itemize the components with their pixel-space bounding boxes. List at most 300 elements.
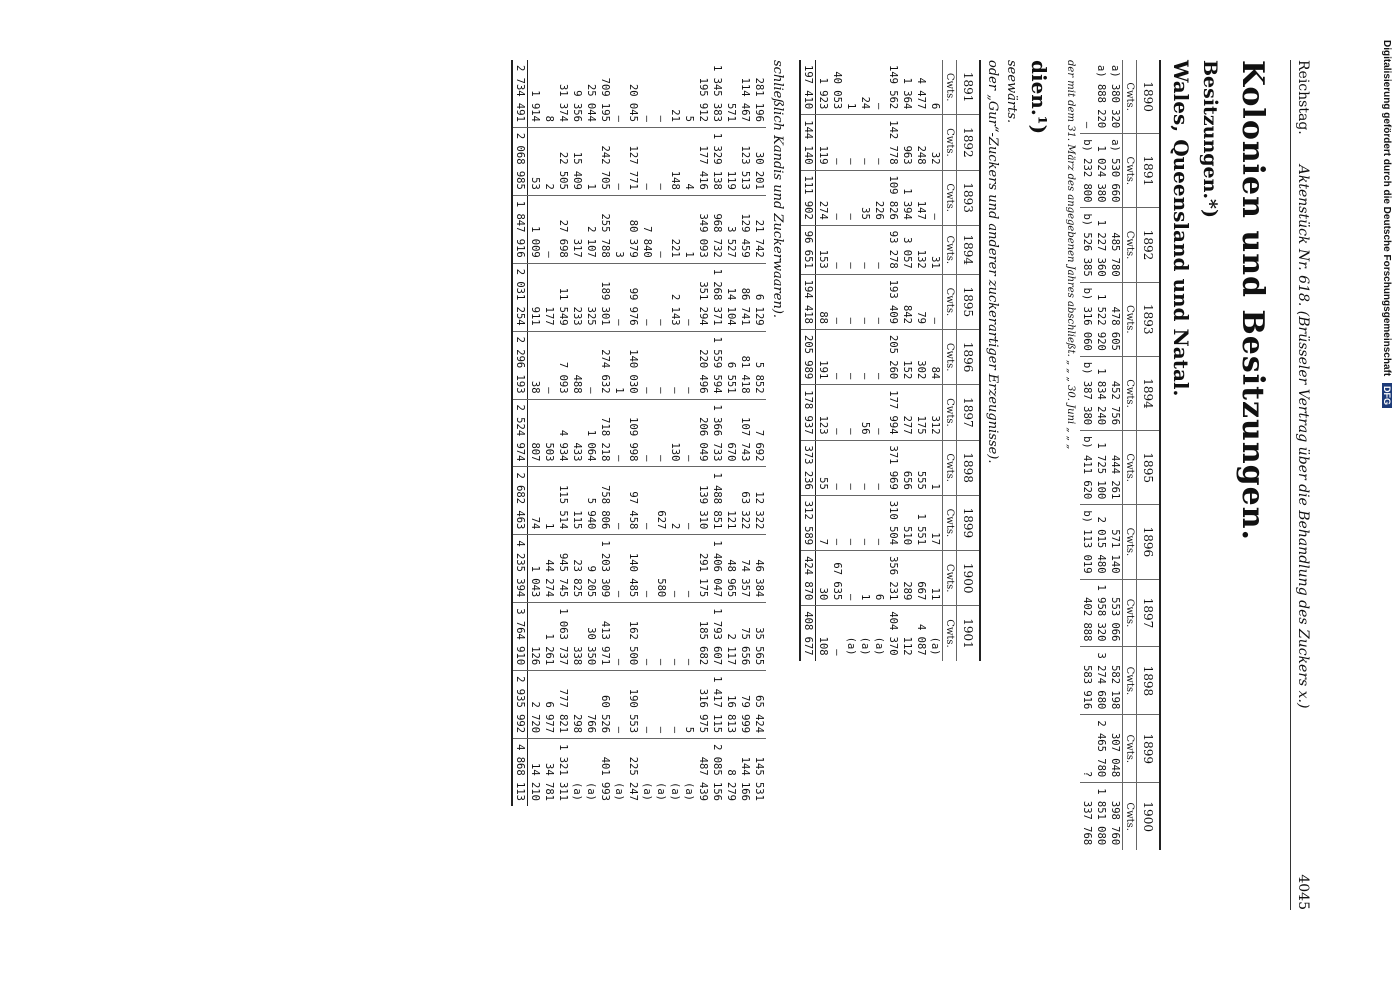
table-cell: — xyxy=(682,603,696,671)
table-cell: 31 xyxy=(928,225,943,274)
table-cell: 67 635 xyxy=(830,551,844,606)
table-cell: 144 166 xyxy=(738,739,752,806)
table-cell: — xyxy=(872,385,886,440)
table-cell: — xyxy=(640,671,654,739)
table-cell: 46 384 xyxy=(752,535,766,603)
table-cell: 220 496 xyxy=(696,331,710,399)
table-cell: (a) xyxy=(584,739,598,806)
table-cell: 119 xyxy=(724,127,738,195)
table-cell: — xyxy=(858,225,872,274)
table-cell: 3 274 680 xyxy=(1094,647,1108,715)
table-cell: 11 xyxy=(928,551,943,606)
table-cell: 5 852 xyxy=(752,331,766,399)
table-cell: 6 977 xyxy=(542,671,556,739)
dfg-logo: DFG xyxy=(1382,383,1392,408)
table-row xyxy=(542,60,556,806)
table-cell: — xyxy=(844,495,858,550)
unit-header-row xyxy=(1123,60,1137,850)
table-cell: 1 xyxy=(845,102,857,110)
table-cell: 310 504 xyxy=(886,495,900,550)
table-cell: 185 682 xyxy=(696,603,710,671)
table-cell: (a) xyxy=(640,739,654,806)
table-cell: 1 xyxy=(928,440,943,495)
table-row xyxy=(830,60,844,661)
year-header-row xyxy=(957,60,981,661)
table-cell: 1 793 607 xyxy=(710,603,724,671)
table-cell: 402 888 xyxy=(1080,579,1094,647)
unit-header: Cwts. xyxy=(943,385,957,440)
table-cell: 281 196 xyxy=(753,77,765,122)
table-row xyxy=(886,60,900,661)
table-cell: 580 xyxy=(654,535,668,603)
table-cell: 4 087 xyxy=(914,606,928,661)
year-header: 1900 xyxy=(957,551,981,606)
table-cell: 162 500 xyxy=(626,603,640,671)
table-cell: 38 xyxy=(528,331,543,399)
table-cell: — xyxy=(640,603,654,671)
table-cell: 255 788 xyxy=(598,195,612,263)
table-cell: 189 301 xyxy=(598,263,612,331)
total-cell: 408 677 xyxy=(800,606,816,661)
total-cell: 4 235 394 xyxy=(512,535,528,603)
table-cell: 4 934 xyxy=(556,399,570,467)
table-cell: 911 xyxy=(528,263,543,331)
table-cell: — xyxy=(654,263,668,331)
table-cell: 177 xyxy=(542,263,556,331)
table-cell: 627 xyxy=(654,467,668,535)
table-cell: 351 294 xyxy=(696,263,710,331)
table-cell: — xyxy=(844,170,858,225)
table-cell: 109 826 xyxy=(886,170,900,225)
unit-header: Cwts. xyxy=(943,495,957,550)
table-cell: b) 411 620 xyxy=(1080,431,1094,505)
table-cell: 298 xyxy=(570,671,584,739)
table-cell: 63 322 xyxy=(738,467,752,535)
unit-header: Cwts. xyxy=(1123,505,1137,579)
table-cell: 404 370 xyxy=(886,606,900,661)
table-cell: 487 439 xyxy=(696,739,710,806)
unit-header: Cwts. xyxy=(1123,60,1137,134)
table-cell: (a) xyxy=(872,606,886,661)
year-header: 1899 xyxy=(1137,715,1161,783)
table-cell: — xyxy=(682,467,696,535)
table-cell: — xyxy=(830,274,844,329)
table-cell: 21 742 xyxy=(752,195,766,263)
table-cell: 121 xyxy=(724,467,738,535)
table-cell: — xyxy=(668,671,682,739)
table-cell: — xyxy=(654,399,668,467)
unit-header: Cwts. xyxy=(943,225,957,274)
table-cell: 142 778 xyxy=(886,115,900,170)
table-row xyxy=(872,60,886,661)
table-cell: — xyxy=(858,115,872,170)
table-cell: 5 xyxy=(682,671,696,739)
table-cell: 80 379 xyxy=(626,195,640,263)
total-cell: 178 937 xyxy=(800,385,816,440)
table-cell: — xyxy=(641,115,653,122)
table-cell: 177 416 xyxy=(696,127,710,195)
table-cell: 20 045 xyxy=(627,83,639,122)
table-cell: 93 278 xyxy=(886,225,900,274)
table-cell: — xyxy=(612,671,626,739)
table-cell: 22 505 xyxy=(556,127,570,195)
table-row xyxy=(710,60,724,806)
table-cell: 242 705 xyxy=(598,127,612,195)
table-cell: 553 066 xyxy=(1108,579,1123,647)
year-header: 1894 xyxy=(1137,356,1161,430)
table-cell: 23 825 xyxy=(570,535,584,603)
table-cell: 21 xyxy=(669,109,681,122)
table-cell: — xyxy=(654,195,668,263)
table-cell: 14 104 xyxy=(724,263,738,331)
unit-header: Cwts. xyxy=(1123,647,1137,715)
year-header-row xyxy=(1137,60,1161,850)
table-cell: 34 781 xyxy=(542,739,556,806)
table-cell: 1 xyxy=(542,467,556,535)
table-cell: (a) xyxy=(668,739,682,806)
table-cell: 807 xyxy=(528,399,543,467)
table-cell: 30 350 xyxy=(584,603,598,671)
table-cell: — xyxy=(830,170,844,225)
table-cell: 2 720 xyxy=(528,671,543,739)
table-cell: 177 994 xyxy=(886,385,900,440)
table-cell: a) 380 320 xyxy=(1109,65,1121,129)
table-cell: 302 xyxy=(914,330,928,385)
table-cell: 115 xyxy=(570,467,584,535)
table-cell: 65 424 xyxy=(752,671,766,739)
unit-header: Cwts. xyxy=(1123,579,1137,647)
section2-line1: seewärts. xyxy=(1004,60,1019,124)
unit-header: Cwts. xyxy=(1123,208,1137,282)
table-cell: 1 261 xyxy=(542,603,556,671)
table-row xyxy=(696,60,710,806)
table-cell: b) 113 019 xyxy=(1080,505,1094,579)
table-cell: 1 xyxy=(584,127,598,195)
table-cell: — xyxy=(844,551,858,606)
unit-header: Cwts. xyxy=(943,170,957,225)
table-cell: 571 xyxy=(725,102,737,122)
table-row xyxy=(752,60,766,806)
table-cell: — xyxy=(612,467,626,535)
table-section1 xyxy=(1080,60,1161,850)
total-row xyxy=(800,60,816,661)
table-cell: 1 551 xyxy=(914,495,928,550)
table-cell: 349 093 xyxy=(696,195,710,263)
year-header: 1898 xyxy=(1137,647,1161,715)
table-cell: 48 965 xyxy=(724,535,738,603)
table-cell: — xyxy=(858,440,872,495)
table-row xyxy=(1108,60,1123,850)
table-cell: 2 xyxy=(668,467,682,535)
table-cell: 1 364 xyxy=(901,77,913,110)
table-cell: 291 175 xyxy=(696,535,710,603)
table-cell: 107 743 xyxy=(738,399,752,467)
table-cell: 74 357 xyxy=(738,535,752,603)
table-cell: 1 851 080 xyxy=(1094,783,1108,850)
table-cell: 8 xyxy=(543,115,555,122)
table-cell: 7 692 xyxy=(752,399,766,467)
table-cell: 4 477 xyxy=(915,77,927,110)
table-cell: 79 999 xyxy=(738,671,752,739)
table-cell: 1 559 594 xyxy=(710,331,724,399)
table-cell: b) 387 380 xyxy=(1080,356,1094,430)
table-cell: — xyxy=(872,274,886,329)
table-cell: 75 656 xyxy=(738,603,752,671)
table-cell: 191 xyxy=(816,330,831,385)
table-cell: 1 009 xyxy=(528,195,543,263)
table-cell: 233 xyxy=(570,263,584,331)
digitization-credit: Digitalisierung gefördert durch die Deutsche Forschungsgemeinschaft xyxy=(1381,40,1392,377)
table-cell: 1 329 138 xyxy=(710,127,724,195)
year-header: 1895 xyxy=(1137,431,1161,505)
table-cell: 109 998 xyxy=(626,399,640,467)
table-cell: — xyxy=(612,399,626,467)
unit-header: Cwts. xyxy=(1123,134,1137,208)
section1-subheading: Wales, Queensland und Natal. xyxy=(1169,60,1193,397)
table-cell: 274 xyxy=(816,170,831,225)
table-cell: b) 526 385 xyxy=(1080,208,1094,282)
table-row xyxy=(858,60,872,661)
table-cell: 206 049 xyxy=(696,399,710,467)
total-cell: 3 764 910 xyxy=(512,603,528,671)
table-cell: 123 513 xyxy=(738,127,752,195)
total-cell: 2 935 992 xyxy=(512,671,528,739)
table-cell: 571 140 xyxy=(1108,505,1123,579)
table-cell: 7 xyxy=(816,495,831,550)
table-cell: 24 xyxy=(859,96,871,110)
table-cell: 88 xyxy=(816,274,831,329)
table-cell: (a) xyxy=(570,739,584,806)
table-row xyxy=(816,60,831,661)
table-cell: 6 xyxy=(929,102,941,110)
table-cell: (a) xyxy=(654,739,668,806)
table-cell: 97 458 xyxy=(626,467,640,535)
table-cell: — xyxy=(830,115,844,170)
table-cell: 337 768 xyxy=(1080,783,1094,850)
table-cell: 842 xyxy=(900,274,914,329)
table-cell: 1 063 737 xyxy=(556,603,570,671)
table-cell: 7 093 xyxy=(556,331,570,399)
table-cell: 718 218 xyxy=(598,399,612,467)
table-row xyxy=(1080,60,1094,850)
table-cell: 129 459 xyxy=(738,195,752,263)
total-cell: 2 068 985 xyxy=(512,127,528,195)
table-cell: — xyxy=(640,127,654,195)
table-cell: 8 279 xyxy=(724,739,738,806)
total-cell: 424 870 xyxy=(800,551,816,606)
table-cell: 433 xyxy=(570,399,584,467)
table-cell: — xyxy=(668,603,682,671)
table-cell: — xyxy=(844,330,858,385)
table-cell: 9 205 xyxy=(584,535,598,603)
year-header: 1896 xyxy=(1137,505,1161,579)
page-title: Kolonien und Besitzungen. xyxy=(1235,60,1270,541)
table-cell: 139 310 xyxy=(696,467,710,535)
unit-header: Cwts. xyxy=(943,330,957,385)
table-cell: 79 xyxy=(914,274,928,329)
table-cell: 7 840 xyxy=(640,195,654,263)
total-cell: 111 902 xyxy=(800,170,816,225)
table-cell: 317 xyxy=(570,195,584,263)
table-row xyxy=(900,60,914,661)
year-header: 1899 xyxy=(957,495,981,550)
table-cell: 709 195 xyxy=(599,77,611,122)
table-cell: 2 107 xyxy=(584,195,598,263)
year-header: 1898 xyxy=(957,440,981,495)
table-row xyxy=(654,60,668,806)
table-cell: — xyxy=(640,399,654,467)
unit-header: Cwts. xyxy=(943,60,957,115)
table-cell: 14 210 xyxy=(528,739,543,806)
table-cell: 1 024 380 xyxy=(1094,134,1108,208)
table-cell: — xyxy=(844,385,858,440)
total-cell: 2 296 193 xyxy=(512,331,528,399)
table-cell: 5 xyxy=(683,115,695,122)
table-cell: (a) xyxy=(858,606,872,661)
header-left: Reichstag. xyxy=(1295,60,1311,135)
table-row xyxy=(598,60,612,806)
table-cell: — xyxy=(830,606,844,661)
year-header: 1892 xyxy=(1137,208,1161,282)
digitization-sidebar xyxy=(1378,40,1392,940)
table-cell: 25 044 xyxy=(585,83,597,122)
table-row xyxy=(724,60,738,806)
section-possessions xyxy=(1065,60,1221,910)
total-cell: 2 031 254 xyxy=(512,263,528,331)
table-cell: 1 834 240 xyxy=(1094,356,1108,430)
section1-heading: Besitzungen.*) xyxy=(1199,60,1221,218)
table-cell: 3 xyxy=(612,195,626,263)
table-cell: 488 xyxy=(570,331,584,399)
table-cell: — xyxy=(682,331,696,399)
table-cell: — xyxy=(655,115,667,122)
table-cell: 289 xyxy=(900,551,914,606)
table-cell: — xyxy=(872,225,886,274)
table-cell: 2 143 xyxy=(668,263,682,331)
table-cell: 152 xyxy=(900,330,914,385)
table-cell: a) 888 220 xyxy=(1095,65,1107,129)
table-cell: 119 xyxy=(816,115,831,170)
table-cell: 478 605 xyxy=(1108,282,1123,356)
table-cell: 452 756 xyxy=(1108,356,1123,430)
table-cell: — xyxy=(830,385,844,440)
table-cell: 35 xyxy=(858,170,872,225)
table-cell: 140 485 xyxy=(626,535,640,603)
table-cell: 6 129 xyxy=(752,263,766,331)
table-cell: 153 xyxy=(816,225,831,274)
table-section2 xyxy=(799,60,981,661)
table-cell: 11 549 xyxy=(556,263,570,331)
table-cell: — xyxy=(844,225,858,274)
table-cell: 3 527 xyxy=(724,195,738,263)
table-cell: 115 514 xyxy=(556,467,570,535)
table-cell: 1 268 371 xyxy=(710,263,724,331)
table-cell: 9 356 xyxy=(571,90,583,122)
table-cell: 2 117 xyxy=(724,603,738,671)
section-india xyxy=(799,60,1051,910)
unit-header: Cwts. xyxy=(943,551,957,606)
table-cell: — xyxy=(542,331,556,399)
table-cell: 140 030 xyxy=(626,331,640,399)
table-cell: (a) xyxy=(844,606,858,661)
table-cell: 1 xyxy=(612,331,626,399)
table-cell: — xyxy=(640,467,654,535)
table-cell: 656 xyxy=(900,440,914,495)
table-cell: 325 xyxy=(584,263,598,331)
table-cell: 582 198 xyxy=(1108,647,1123,715)
table-cell: 56 xyxy=(858,385,872,440)
year-header: 1890 xyxy=(1137,60,1161,134)
section2-line2: oder „Gur“-Zuckers und anderer zuckerartiger Erzeugnisse). xyxy=(985,60,1000,464)
table-cell: 555 xyxy=(914,440,928,495)
table-cell: 40 053 xyxy=(831,71,843,110)
table-row xyxy=(1094,60,1108,850)
table-cell: 145 531 xyxy=(752,739,766,806)
unit-header: Cwts. xyxy=(943,274,957,329)
table-cell: — xyxy=(654,603,668,671)
table-cell: — xyxy=(872,330,886,385)
table-cell: 81 418 xyxy=(738,331,752,399)
table-cell: b) 232 800 xyxy=(1080,134,1094,208)
table-cell: 127 771 xyxy=(626,127,640,195)
table-cell: — xyxy=(872,440,886,495)
table-cell: — xyxy=(542,195,556,263)
table-cell: 1 923 xyxy=(817,77,829,110)
table-cell: 2 xyxy=(542,127,556,195)
table-cell: 148 xyxy=(668,127,682,195)
table-cell: — xyxy=(640,535,654,603)
table-row xyxy=(570,60,584,806)
total-cell: 144 140 xyxy=(800,115,816,170)
total-cell: 2 524 974 xyxy=(512,399,528,467)
table-row xyxy=(626,60,640,806)
table-cell: 60 526 xyxy=(598,671,612,739)
table-cell: — xyxy=(872,115,886,170)
table-cell: 307 048 xyxy=(1108,715,1123,783)
year-header: 1893 xyxy=(957,170,981,225)
table-cell: 6 551 xyxy=(724,331,738,399)
total-cell: 312 589 xyxy=(800,495,816,550)
unit-header: Cwts. xyxy=(1123,431,1137,505)
table-cell: — xyxy=(640,263,654,331)
table-cell: 963 xyxy=(900,115,914,170)
table-row xyxy=(528,60,543,806)
table-cell: 108 xyxy=(816,606,831,661)
table-cell: — xyxy=(844,274,858,329)
table-cell: — xyxy=(654,331,668,399)
table-cell: — xyxy=(858,495,872,550)
table-cell: 2 085 156 xyxy=(710,739,724,806)
unit-header: Cwts. xyxy=(1123,356,1137,430)
table-cell: 274 632 xyxy=(598,331,612,399)
table-cell: 53 xyxy=(528,127,543,195)
table-row xyxy=(914,60,928,661)
table-row xyxy=(844,60,858,661)
table-cell: 31 374 xyxy=(557,83,569,122)
section-including-candy xyxy=(511,60,785,910)
table-cell: — xyxy=(682,535,696,603)
table-cell: 132 xyxy=(914,225,928,274)
total-cell: 4 868 113 xyxy=(512,739,528,806)
year-header: 1897 xyxy=(1137,579,1161,647)
table-cell: 444 261 xyxy=(1108,431,1123,505)
table-cell: 667 xyxy=(914,551,928,606)
table-cell: — xyxy=(858,330,872,385)
table-row xyxy=(556,60,570,806)
table-cell: 503 xyxy=(542,399,556,467)
table-cell: 17 xyxy=(928,495,943,550)
table-cell: — xyxy=(612,263,626,331)
